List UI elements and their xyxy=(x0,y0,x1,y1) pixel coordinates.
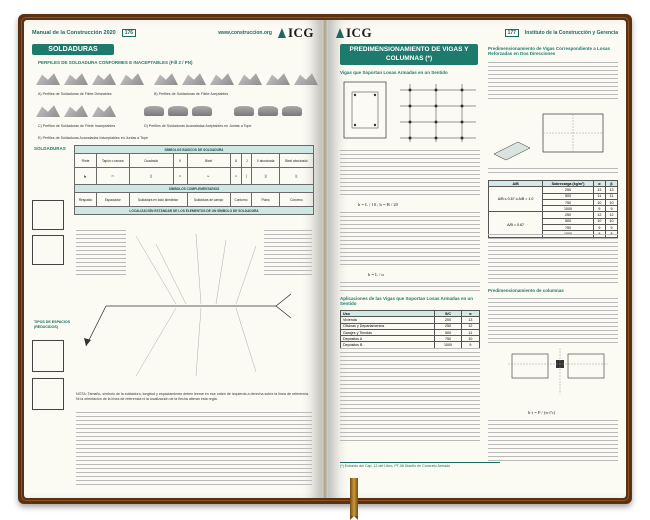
slab-plan-diagram xyxy=(533,108,613,158)
weld-row-d xyxy=(144,106,212,116)
right-header-title: Instituto de la Construcción y Gerencia xyxy=(524,30,618,36)
left-page xyxy=(24,20,322,498)
location-title: LOCALIZACIÓN ESTÁNDAR DE LOS ELEMENTOS DE UN SÍMBOLO DE SOLDADURA xyxy=(75,207,314,215)
weld-diagram xyxy=(258,106,278,116)
note-text-lines xyxy=(76,412,312,488)
table-header-cell: Soldadura de campo xyxy=(187,193,230,207)
weld-diagram xyxy=(210,72,234,85)
table-header-cell: Contorno xyxy=(230,193,252,207)
table-header-cell: A/B xyxy=(489,181,543,187)
weld-diagram xyxy=(154,72,178,85)
table-header-cell: S/C xyxy=(435,311,461,317)
left-section-title: SOLDADURAS xyxy=(32,44,114,55)
table-row: 500 11 11 xyxy=(489,193,618,199)
symbol-cell: || xyxy=(129,168,173,185)
left-header xyxy=(32,26,314,40)
weld-example-box xyxy=(32,200,64,230)
table-row: Vivienda 200 13 xyxy=(341,317,480,323)
table-row: Oficinas y Departamentos 250 12 xyxy=(341,323,480,329)
left-header-title: Manual de la Construcción 2020 xyxy=(32,30,116,36)
caption-e: E) Perfiles de Soldaduras Acanaladas Inaceptables en Juntas a Tope xyxy=(38,136,149,140)
symbol-cell: )( xyxy=(252,168,280,185)
weld-example-box xyxy=(32,235,64,265)
uses-table xyxy=(340,310,480,349)
beam-plan-diagram xyxy=(340,78,480,146)
left-url: www.construccion.org xyxy=(218,30,272,36)
symbol-cell: ∫ xyxy=(242,168,252,185)
table-header-cell: U xyxy=(230,154,242,168)
formula-1: h = L / 10 ; b = B / 20 xyxy=(358,202,398,207)
left-subtitle: PERFILES DE SOLDADURA CONFORMES E INACEPTABLES (Fill 2 / PN) xyxy=(38,60,193,65)
alpha-beta-table xyxy=(488,180,618,238)
table-row: 750 9 9 xyxy=(489,225,618,231)
table-header-cell: Filete xyxy=(75,154,97,168)
text-block-f xyxy=(488,168,618,176)
table-row: 750 10 10 xyxy=(489,199,618,205)
text-block-d xyxy=(340,348,480,444)
bookmark-ribbon xyxy=(350,478,358,516)
weld-diagram xyxy=(282,106,302,116)
table-header-cell: α xyxy=(461,311,479,317)
symbol-cell: |( xyxy=(279,168,313,185)
weld-diagram xyxy=(64,104,88,117)
text-block-a xyxy=(340,150,480,198)
weld-diagram xyxy=(36,104,60,117)
text-block-b xyxy=(340,212,480,268)
table-row: Depósitos A 750 10 xyxy=(341,336,480,342)
right-band-title: PREDIMENSIONAMIENTO DE VIGAS Y COLUMNAS (*) xyxy=(340,44,478,65)
weld-diagram xyxy=(92,72,116,85)
table-row: A/B = 0.67 250 12 12 xyxy=(489,212,618,218)
table-header-cell: V abocinada xyxy=(252,154,280,168)
sub-c: Aplicaciones de las Vigas que Soportan Losas Armadas en un Sentido xyxy=(340,296,474,306)
table-header-cell: Sobrecarga (kg/m²) xyxy=(543,181,594,187)
sub-d: Predimensionamiento de columnas xyxy=(488,288,564,293)
symbol-cell: ∨ xyxy=(173,168,187,185)
text-block-g xyxy=(488,234,618,286)
table-header-cell: Bisel abocinado xyxy=(279,154,313,168)
table-row: Garajes y Tiendas 500 11 xyxy=(341,329,480,335)
basic-symbols-title: SÍMBOLOS BÁSICOS DE SOLDADURA xyxy=(75,146,314,154)
table-header-cell: Bisel xyxy=(187,154,230,168)
weld-diagram xyxy=(92,104,116,117)
symbol-cell: ⊾ xyxy=(187,168,230,185)
diagram-labels-right xyxy=(264,230,312,278)
right-page-number: 177 xyxy=(505,29,519,37)
table-header-cell: Cuadrado xyxy=(129,154,173,168)
weld-diagram xyxy=(168,106,188,116)
sub-b: Predimensionamiento de Vigas Correspondiente a Losas Reforzadas en Dos Direcciones xyxy=(488,46,610,56)
weld-diagram xyxy=(64,72,88,85)
table-header-cell: Espaciador xyxy=(96,193,129,207)
column-formula: b·t = P / (n·f'c) xyxy=(528,410,556,415)
symbol-cell: ∪ xyxy=(230,168,242,185)
sub-a: Vigas que Soportan Losas Armadas en un Sentido xyxy=(340,70,448,75)
right-header xyxy=(336,26,618,40)
table-header-cell: J xyxy=(242,154,252,168)
caption-b: B) Perfiles de Soldaduras de Filete Aceptables xyxy=(154,92,229,96)
table-header-cell: α xyxy=(593,181,605,187)
left-logo: ICG xyxy=(278,25,314,41)
diagram-labels-left xyxy=(76,230,126,278)
table-row: A/B ≤ 0.67 ó A/B = 1.0 250 13 13 xyxy=(489,187,618,193)
caption-a: A) Perfiles de Soldaduras de Filete Deseables xyxy=(38,92,112,96)
table-row: 500 10 10 xyxy=(489,218,618,224)
weld-diagram xyxy=(192,106,212,116)
text-block-e xyxy=(488,62,618,102)
table-header-cell: β xyxy=(605,181,617,187)
logo-mark-icon xyxy=(278,28,286,38)
right-page xyxy=(328,20,626,498)
table-header-cell: Soldadura en todo alrededor xyxy=(129,193,187,207)
weld-row-a xyxy=(36,72,144,85)
weld-diagram xyxy=(36,72,60,85)
weld-diagram xyxy=(182,72,206,85)
left-page-number: 176 xyxy=(122,29,136,37)
weld-diagram xyxy=(144,106,164,116)
weld-diagram xyxy=(234,106,254,116)
table-header-cell: V xyxy=(173,154,187,168)
weld-diagram xyxy=(120,72,144,85)
column-plan-diagram xyxy=(508,348,608,404)
weld-row-c xyxy=(36,104,116,117)
weld-diagram xyxy=(266,72,290,85)
weld-example-box xyxy=(32,378,64,410)
weld-diagram xyxy=(238,72,262,85)
tipos-label: TIPOS DE ESPACIOS (REDUCIDOS) xyxy=(34,320,71,329)
weld-row-e xyxy=(234,106,302,116)
table-header-cell: Tapón o ranura xyxy=(96,154,129,168)
caption-c: C) Perfiles de Soldaduras de Filete Inaceptables xyxy=(38,124,116,128)
table-header-cell: Plano xyxy=(252,193,280,207)
label-soldaduras: SOLDADURAS xyxy=(34,146,66,151)
table-header-cell: Respaldo xyxy=(75,193,97,207)
table-row: 1000 9 9 xyxy=(489,206,618,212)
right-logo: ICG xyxy=(336,25,372,41)
weld-row-b xyxy=(154,72,318,85)
complementary-symbols-title: SÍMBOLOS COMPLEMENTARIOS xyxy=(75,185,314,193)
text-block-i xyxy=(488,420,618,464)
table-header-cell: Convexo xyxy=(279,193,313,207)
text-block-h xyxy=(488,298,618,346)
weld-diagram xyxy=(294,72,318,85)
table-header-cell: Uso xyxy=(341,311,435,317)
basic-symbols-table xyxy=(74,145,314,215)
table-row: Depósitos B 1000 9 xyxy=(341,342,480,348)
formula-2: h = L / α xyxy=(368,272,384,277)
footer-note: (*) Extraído del Cap. 12 del Libro, PT-08 Diseño en Concreto Armado xyxy=(340,462,500,469)
weld-note: NOTA: Tamaño, símbolo de la soldadura, longitud y espaciamiento deben leerse en ese orden de izquierda a derecha sobre la línea de referencia. Ni la orientación de la línea de referencia ni la localización de la flecha alteran esta regla. xyxy=(76,392,310,401)
symbol-cell: ◣ xyxy=(75,168,97,185)
weld-example-box xyxy=(32,340,64,372)
beam-iso-diagram xyxy=(490,136,534,164)
text-block-c xyxy=(340,282,480,294)
symbol-cell: ▭ xyxy=(96,168,129,185)
caption-d: D) Perfiles de Soldaduras Acanaladas Aceptables en Juntas a Tope xyxy=(144,124,252,128)
logo-mark-icon xyxy=(336,28,344,38)
